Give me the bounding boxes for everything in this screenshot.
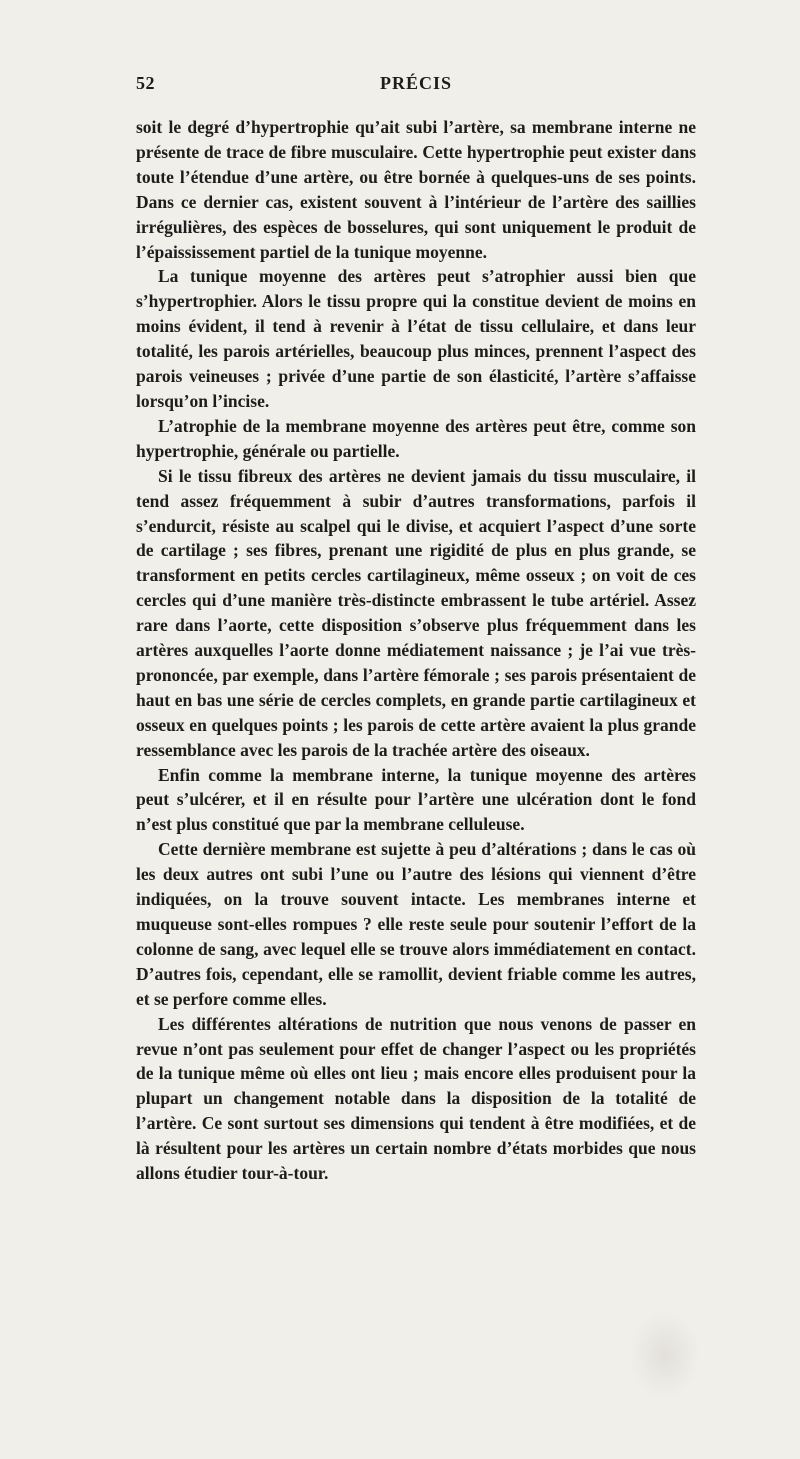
paragraph-4: Si le tissu fibreux des artères ne devient jamais du tissu musculaire, il tend assez fréquemment à subir d’autres transformations, parfois il s’endurcit, résiste au scalpel qui le divise, et acquiert l’aspect d’une sorte de cartilage ; ses fibres, prenant une rigidité de plus en plus grande, se transforment en petits cercles cartilagineux, même osseux ; on voit de ces cercles qui d’une manière très-distincte embrassent le tube artériel. Assez rare dans l’aorte, cette disposition s’observe plus fréquemment dans les artères auxquelles l’aorte donne médiatement naissance ; je l’ai vue très-prononcée, par exemple, dans l’artère fémorale ; ses parois présentaient de haut en bas une série de cercles complets, en grande partie cartilagineux et osseux en quelques points ; les parois de cette artère avaient la plus grande ressemblance avec les parois de la trachée artère des oiseaux. (136, 465, 696, 760)
running-title: PRÉCIS (379, 73, 452, 93)
paragraph-6: Cette dernière membrane est sujette à peu d’altérations ; dans le cas où les deux autres ont subi l’une ou l’autre des lésions qui viennent d’être indiquées, on la trouve souvent intacte. Les membranes interne et muqueuse sont-elles rompues ? elle reste seule pour soutenir l’effort de la colonne de sang, avec lequel elle se trouve alors immédiatement en contact. D’autres fois, cependant, elle se ramollit, devient friable comme les autres, et se perfore comme elles. (136, 839, 696, 1009)
paragraph-2: La tunique moyenne des artères peut s’atrophier aussi bien que s’hypertrophier. Alors le tissu propre qui la constitue devient de moins en moins évident, il tend à revenir à l’état de tissu cellulaire, et dans leur totalité, les parois artérielles, beaucoup plus minces, prennent l’aspect des parois veineuses ; privée d’une partie de son élasticité, l’artère s’affaisse lorsqu’on l’incise. (136, 266, 696, 411)
paragraph-1: soit le degré d’hypertrophie qu’ait subi l’artère, sa membrane interne ne présente de trace de fibre musculaire. Cette hypertrophie peut exister dans toute l’étendue d’une artère, ou être bornée à quelques-uns de ses points. Dans ce dernier cas, existent souvent à l’intérieur de l’artère des saillies irrégulières, des espèces de bosselures, qui sont uniquement le produit de l’épaississement partiel de la tunique moyenne. (136, 117, 696, 262)
body-text (136, 115, 696, 1186)
paper-stain (630, 1310, 700, 1400)
page-number: 52 (136, 73, 155, 93)
paragraph-3: L’atrophie de la membrane moyenne des artères peut être, comme son hypertrophie, générale ou partielle. (136, 415, 696, 461)
paragraph-7: Les différentes altérations de nutrition que nous venons de passer en revue n’ont pas seulement pour effet de changer l’aspect ou les propriétés de la tunique même où elles ont lieu ; mais encore elles produisent pour la plupart un changement notable dans la disposition de la totalité de l’artère. Ce sont surtout ses dimensions qui tendent à être modifiées, et de là résultent pour les artères un certain nombre d’états morbides que nous allons étudier tour-à-tour. (136, 1013, 696, 1184)
paragraph-5: Enfin comme la membrane interne, la tunique moyenne des artères peut s’ulcérer, et il en résulte pour l’artère une ulcération dont le fond n’est plus constitué que par la membrane celluleuse. (136, 764, 696, 835)
page-header (136, 73, 696, 97)
